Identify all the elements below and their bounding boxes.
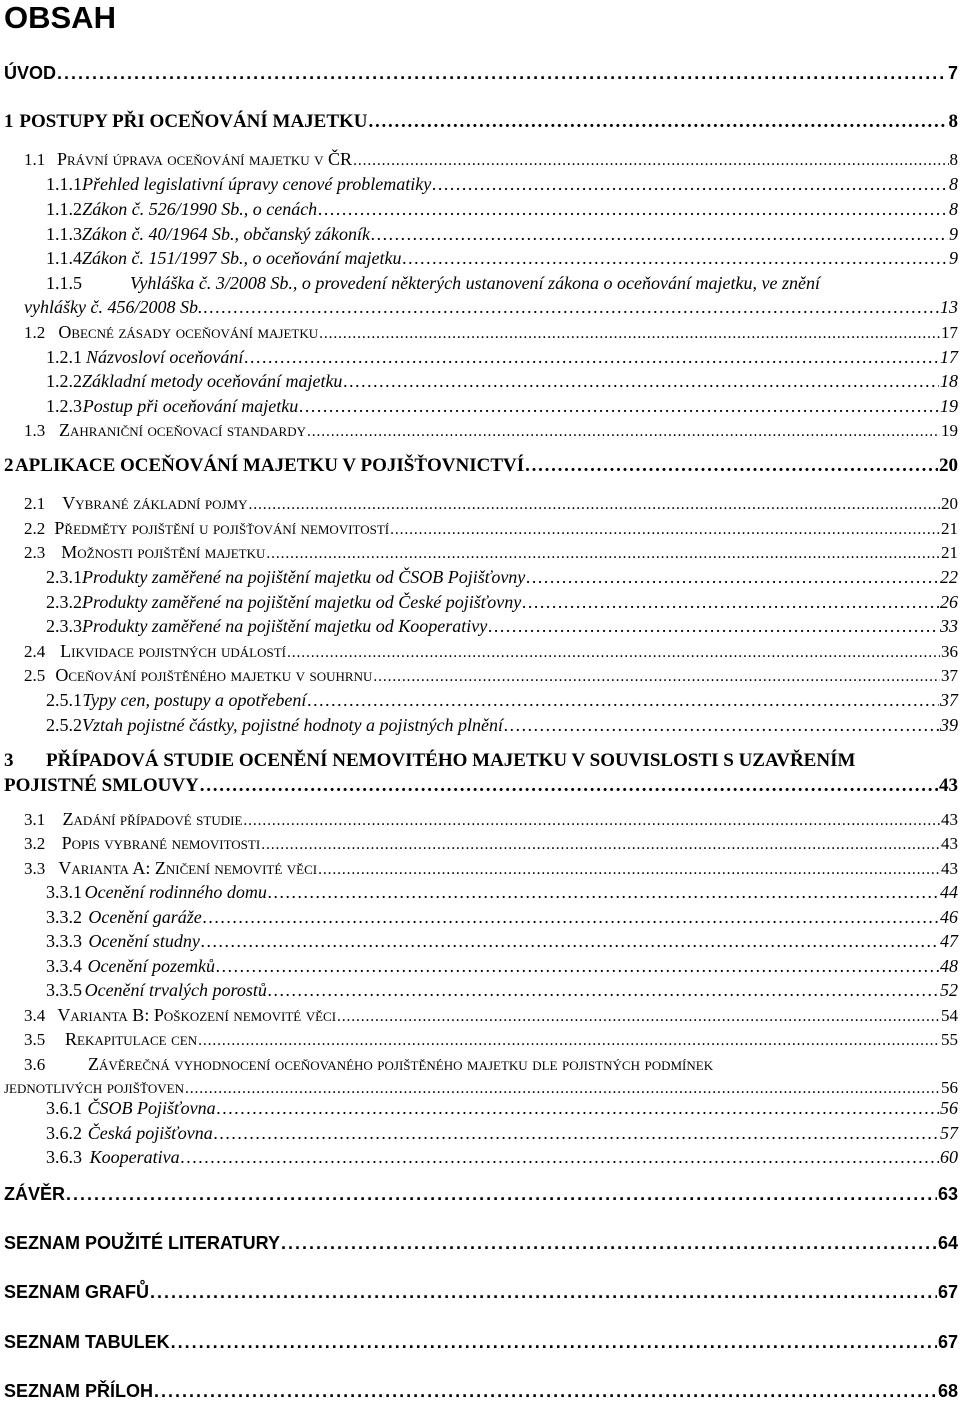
toc-entry-title: Oceňování pojištěného majetku v souhrnu <box>55 665 373 685</box>
page-title: OBSAH <box>4 0 116 35</box>
toc-leader-dots <box>369 111 948 133</box>
toc-leader-dots <box>318 859 940 881</box>
toc-entry-page: 52 <box>940 980 958 1000</box>
toc-entry-number: 3.6.2 <box>46 1123 82 1143</box>
toc-leader-dots <box>488 615 939 637</box>
toc-entry-number: 2.3.3 <box>46 616 82 636</box>
toc-entry-page: 26 <box>940 592 958 612</box>
toc-entry-number: 1.1.4 <box>46 248 82 268</box>
toc-leader-dots <box>268 979 939 1001</box>
toc-leader-dots <box>371 223 948 245</box>
toc-leader-dots <box>337 1006 940 1028</box>
toc-leader-dots <box>307 689 939 711</box>
toc-entry-title: Popis vybrané nemovitosti <box>61 833 261 853</box>
toc-leader-dots <box>373 666 940 688</box>
toc-entry-page: 20 <box>939 455 958 476</box>
toc-entry-title: Vyhláška č. 3/2008 Sb., o provedení některých ustanovení zákona o oceňování majetku, ve znění <box>130 273 820 293</box>
toc-leader-dots <box>171 1331 937 1353</box>
toc-leader-dots <box>525 455 938 477</box>
toc-entry-number: 2.3.2 <box>46 592 82 612</box>
toc-entry-page: 18 <box>940 371 958 391</box>
toc-entry-page: 60 <box>940 1147 958 1167</box>
toc-entry-title: Rekapitulace cen <box>65 1029 198 1049</box>
toc-entry-title: Ocenění studny <box>88 931 200 951</box>
toc-entry-page: 55 <box>941 1030 958 1049</box>
toc-entry-title-continued: POJISTNÉ SMLOUVY <box>4 775 199 796</box>
toc-entry-title-continued: jednotlivých pojišťoven <box>4 1077 184 1097</box>
toc-entry-page: 9 <box>949 248 958 268</box>
toc-entry-number: 2.3.1 <box>46 567 82 587</box>
toc-entry-page: 33 <box>940 616 958 636</box>
toc-entry-number: 3.3.2 <box>46 907 82 927</box>
toc-entry-number: 1.2.2 <box>46 371 82 391</box>
toc-entry-page: 19 <box>941 421 958 440</box>
toc-leader-dots <box>307 421 940 443</box>
toc-entry-number: 1.1.2 <box>46 199 82 219</box>
toc-entry-title: Varianta B: Poškození nemovité věci <box>57 1005 337 1025</box>
toc-entry-title: SEZNAM PŘÍLOH <box>4 1381 154 1401</box>
toc-entry-title: Základní metody oceňování majetku <box>82 371 343 391</box>
toc-leader-dots <box>249 494 941 516</box>
toc-entry-title: APLIKACE OCEŇOVÁNÍ MAJETKU V POJIŠŤOVNICTVÍ <box>14 455 525 476</box>
toc-entry-title: ÚVOD <box>4 63 57 83</box>
toc-leader-dots <box>154 1380 937 1402</box>
toc-leader-dots <box>57 62 947 84</box>
toc-leader-dots <box>522 591 939 613</box>
toc-entry-page: 47 <box>940 931 958 951</box>
toc-entry-page: 39 <box>940 715 958 735</box>
toc-entry-title: PŘÍPADOVÁ STUDIE OCENĚNÍ NEMOVITÉHO MAJETKU V SOUVISLOSTI S UZAVŘENÍM <box>46 750 856 771</box>
toc-entry-number: 3.4 <box>24 1006 46 1025</box>
toc-entry-title: Závěrečná vyhodnocení oceňovaného pojištěného majetku dle pojistných podmínek <box>88 1054 714 1074</box>
toc-leader-dots <box>201 930 939 952</box>
toc-entry-title: Zadání případové studie <box>62 809 243 829</box>
toc-entry-title: Obecné zásady oceňování majetku <box>58 322 319 342</box>
toc-entry-page: 43 <box>941 834 958 853</box>
toc-entry-number: 1.1.3 <box>46 224 82 244</box>
toc-entry-title: Kooperativa <box>89 1147 180 1167</box>
toc-entry-title: Zákon č. 151/1997 Sb., o oceňování majetku <box>82 248 402 268</box>
toc-entry-number: 1.2.1 <box>46 347 82 367</box>
toc-entry-title: ZÁVĚR <box>4 1184 66 1204</box>
toc-entry-page: 43 <box>941 810 958 829</box>
toc-entry-number: 3.3.3 <box>46 931 82 951</box>
toc-leader-dots <box>268 881 939 903</box>
toc-entry-page: 37 <box>941 666 958 685</box>
toc-entry-page: 13 <box>940 297 958 317</box>
toc-entry-title: SEZNAM POUŽITÉ LITERATURY <box>4 1233 280 1253</box>
toc-entry-page: 20 <box>941 494 958 513</box>
toc-entry-page: 57 <box>940 1123 958 1143</box>
toc-entry-title: Ocenění rodinného domu <box>84 882 267 902</box>
toc-entry-page: 63 <box>937 1184 958 1204</box>
toc-entry-page: 37 <box>940 690 958 710</box>
toc-entry-number: 3.2 <box>24 834 46 853</box>
toc-entry-page: 67 <box>937 1332 958 1352</box>
toc-leader-dots <box>243 810 940 832</box>
toc-entry-number: 2.4 <box>24 642 46 661</box>
toc-entry-page: 56 <box>940 1098 958 1118</box>
toc-leader-dots <box>203 906 939 928</box>
toc-entry-page: 8 <box>949 174 958 194</box>
toc-entry-page: 8 <box>949 150 958 169</box>
toc-entry-number: 3.3.1 <box>46 882 82 902</box>
toc-entry-title: Typy cen, postupy a opotřebení <box>82 690 307 710</box>
toc-entry-page: 19 <box>940 396 958 416</box>
toc-leader-dots <box>244 346 939 368</box>
toc-entry-page: 8 <box>949 199 958 219</box>
toc-entry-number: 3.3 <box>24 859 46 878</box>
toc-leader-dots <box>203 296 939 318</box>
toc-entry-title-continued: vyhlášky č. 456/2008 Sb. <box>24 297 203 317</box>
toc-entry-page: 36 <box>941 642 958 661</box>
toc-entry-number: 1 <box>4 111 14 132</box>
toc-entry-page: 17 <box>940 347 958 367</box>
toc-entry-title: Česká pojišťovna <box>87 1123 213 1143</box>
toc-leader-dots <box>402 247 948 269</box>
toc-leader-dots <box>214 1122 939 1144</box>
toc-leader-dots <box>261 834 940 856</box>
toc-entry-page: 43 <box>939 775 958 796</box>
toc-leader-dots <box>299 395 939 417</box>
toc-leader-dots <box>266 543 940 565</box>
toc-entry-number: 3.6 <box>24 1055 46 1074</box>
toc-entry-number: 1.3 <box>24 421 46 440</box>
toc-entry-page: 9 <box>949 224 958 244</box>
toc-entry-title: Produkty zaměřené na pojištění majetku od Kooperativy <box>82 616 488 636</box>
toc-entry-page: 54 <box>941 1006 958 1025</box>
toc-entry-title: Zákon č. 526/1990 Sb., o cenách <box>82 199 318 219</box>
toc-entry-number: 2.5 <box>24 666 46 685</box>
toc-entry-title: Likvidace pojistných událostí <box>60 641 286 661</box>
toc-leader-dots <box>66 1183 937 1205</box>
toc-entry-number: 3.1 <box>24 810 46 829</box>
toc-leader-dots <box>198 1030 940 1052</box>
toc-entry-page: 17 <box>941 323 958 342</box>
toc-entry-number: 3.3.4 <box>46 956 82 976</box>
toc-entry-title: Vybrané základní pojmy <box>62 493 248 513</box>
toc-entry-page: 46 <box>940 907 958 927</box>
toc-entry-title: ČSOB Pojišťovna <box>87 1098 216 1118</box>
toc-entry-page: 48 <box>940 956 958 976</box>
toc-entry-number: 1.1.5 <box>46 273 82 293</box>
toc-entry-title: POSTUPY PŘI OCEŇOVÁNÍ MAJETKU <box>19 111 368 132</box>
toc-entry-title: Vztah pojistné částky, pojistné hodnoty a pojistných plnění <box>82 715 503 735</box>
toc-entry-title: Varianta A: Zničení nemovité věci <box>58 858 318 878</box>
toc-entry-title: Zákon č. 40/1964 Sb., občanský zákoník <box>82 224 370 244</box>
toc-entry-number: 1.1 <box>24 150 46 169</box>
toc-entry-number: 3.5 <box>24 1030 46 1049</box>
toc-leader-dots <box>318 198 948 220</box>
toc-leader-dots <box>216 955 939 977</box>
toc-entry-title: Možnosti pojištění majetku <box>61 542 266 562</box>
toc-entry-title: Ocenění pozemků <box>87 956 216 976</box>
toc-entry-number: 1.2.3 <box>46 396 82 416</box>
toc-entry-title: Předměty pojištění u pojišťování nemovitostí <box>54 518 390 538</box>
toc-entry-number: 2.5.1 <box>46 690 82 710</box>
toc-leader-dots <box>390 519 940 541</box>
toc-entry-page: 56 <box>941 1078 958 1097</box>
toc-entry-page: 21 <box>941 543 958 562</box>
toc-leader-dots <box>526 566 939 588</box>
toc-entry-title: Produkty zaměřené na pojištění majetku od České pojišťovny <box>82 592 522 612</box>
toc-entry-page: 67 <box>937 1282 958 1302</box>
toc-entry-title: Názvosloví oceňování <box>85 347 244 367</box>
toc-leader-dots <box>319 323 940 345</box>
toc-entry-title: Právní úprava oceňování majetku v ČR <box>56 149 353 169</box>
toc-entry-title: SEZNAM GRAFŮ <box>4 1282 149 1302</box>
toc-entry-number: 1.1.1 <box>46 174 82 194</box>
toc-entry-number: 3.6.3 <box>46 1147 82 1167</box>
toc-entry-page: 64 <box>937 1233 958 1253</box>
toc-leader-dots <box>504 714 939 736</box>
toc-entry-number: 2.3 <box>24 543 46 562</box>
toc-entry-number: 1.2 <box>24 323 46 342</box>
toc-leader-dots <box>200 775 938 797</box>
toc-entry-page: 68 <box>937 1381 958 1401</box>
toc-leader-dots <box>287 642 940 664</box>
toc-entry-page: 21 <box>941 519 958 538</box>
toc-entry-page: 44 <box>940 882 958 902</box>
toc-leader-dots <box>181 1146 939 1168</box>
toc-leader-dots <box>432 173 948 195</box>
toc-entry-page: 7 <box>947 63 958 83</box>
toc-entry-number: 2 <box>4 455 14 476</box>
toc-entry-number: 3.6.1 <box>46 1098 82 1118</box>
toc-entry-number: 3 <box>4 750 14 771</box>
toc-entry-title: Ocenění trvalých porostů <box>84 980 267 1000</box>
toc-entry-title: Přehled legislativní úpravy cenové problematiky <box>82 174 432 194</box>
toc-leader-dots <box>353 150 948 172</box>
toc-entry-number: 2.2 <box>24 519 46 538</box>
toc-leader-dots <box>150 1281 937 1303</box>
toc-leader-dots <box>281 1232 937 1254</box>
toc-entry-title: Produkty zaměřené na pojištění majetku od ČSOB Pojišťovny <box>82 567 526 587</box>
toc-entry-title: SEZNAM TABULEK <box>4 1332 170 1352</box>
toc-entry-number: 2.5.2 <box>46 715 82 735</box>
toc-entry-number: 3.3.5 <box>46 980 82 1000</box>
toc-entry-page: 22 <box>940 567 958 587</box>
toc-entry-title: Postup při oceňování majetku <box>82 396 299 416</box>
toc-entry-title: Zahraniční oceňovací standardy <box>59 420 306 440</box>
toc-leader-dots <box>343 370 939 392</box>
toc-entry-page: 43 <box>941 859 958 878</box>
toc-entry-number: 2.1 <box>24 494 46 513</box>
toc-entry-page: 8 <box>948 111 958 132</box>
toc-entry-title: Ocenění garáže <box>88 907 202 927</box>
toc-leader-dots <box>217 1097 939 1119</box>
